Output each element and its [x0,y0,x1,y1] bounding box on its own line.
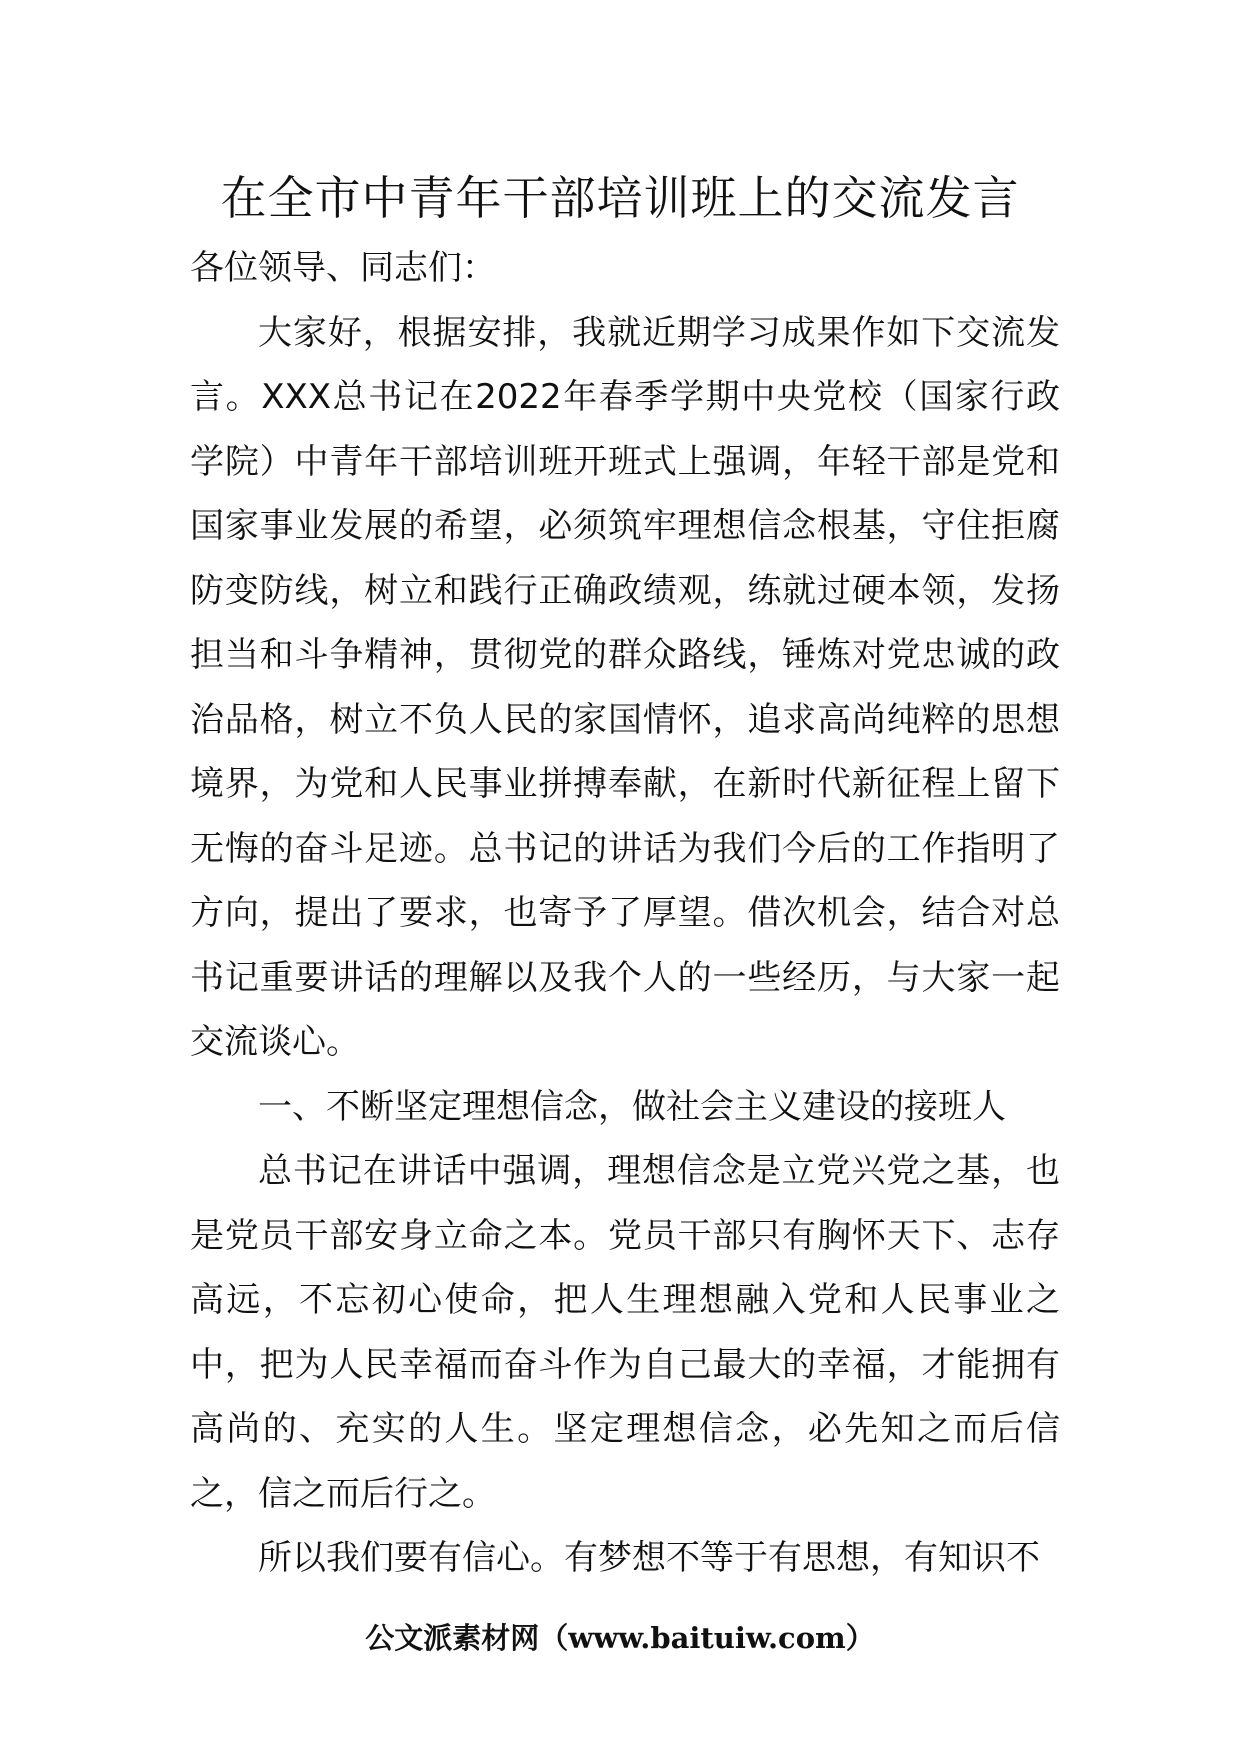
section-1-paragraph: 总书记在讲话中强调，理想信念是立党兴党之基，也是党员干部安身立命之本。党员干部只有胸怀天下、志存高远，不忘初心使命，把人生理想融入党和人民事业之中，把为人民幸福而奋斗作为自己最大的幸福，才能拥有高尚的、充实的人生。坚定理想信念，必先知之而后信之，信之而后行之。 [190,1151,1060,1514]
salutation: 各位领导、同志们： [190,248,496,288]
document-body [190,236,1060,1591]
document-title: 在全市中青年干部培训班上的交流发言 [220,171,1020,225]
section-heading-1: 一、不断坚定理想信念，做社会主义建设的接班人 [258,1086,1006,1127]
footer-watermark: 公文派素材网（www.baituiw.com） [365,1621,875,1655]
intro-paragraph: 大家好，根据安排，我就近期学习成果作如下交流发言。XXX总书记在2022年春季学期中央党校（国家行政学院）中青年干部培训班开班式上强调，年轻干部是党和国家事业发展的希望，必须筑牢理想信念根基，守住拒腐防变防线，树立和践行正确政绩观，练就过硬本领，发扬担当和斗争精神，贯彻党的群众路线，锤炼对党忠诚的政治品格，树立不负人民的家国情怀，追求高尚纯粹的思想境界，为党和人民事业拼搏奉献，在新时代新征程上留下无悔的奋斗足迹。总书记的讲话为我们今后的工作指明了方向，提出了要求，也寄予了厚望。借次机会，结合对总书记重要讲话的理解以及我个人的一些经历，与大家一起交流谈心。 [190,312,1060,1062]
section-1-continuation: 所以我们要有信心。有梦想不等于有思想，有知识不 [258,1538,1040,1578]
